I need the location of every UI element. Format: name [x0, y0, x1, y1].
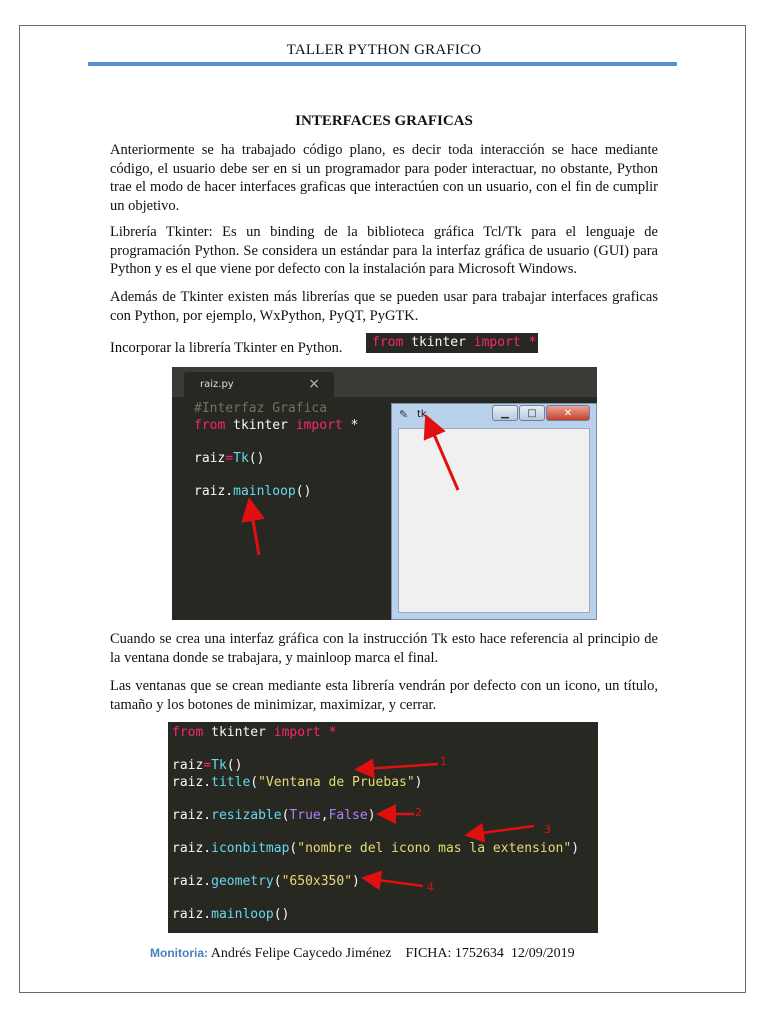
code-function: iconbitmap	[211, 841, 290, 856]
code-var: raiz.	[172, 874, 212, 889]
code-string: "nombre del icono mas la extension"	[297, 841, 572, 856]
code-paren: )	[367, 808, 376, 823]
code-var: raiz.	[172, 808, 212, 823]
code-paren: ()	[226, 758, 243, 773]
code-paren: ()	[273, 907, 290, 922]
code-keyword: import	[273, 725, 321, 740]
minimize-button[interactable]: ▁	[492, 405, 518, 421]
arrow-to-mainloop	[251, 509, 259, 555]
paragraph-intro: Anteriormente se ha trabajado código plano, es decir toda interacción se hace mediante código, el usuario debe ser en si un programador para poder interactuar, no obstante, Python trae el modo de hacer interfaces graficas que interactúen con un usuario, con el fin de cumplir un objetivo.	[110, 142, 658, 214]
annotation-number: 1	[440, 755, 447, 768]
section-title: INTERFACES GRAFICAS	[295, 113, 473, 129]
code-operator: =	[225, 451, 234, 466]
arrows-overlay	[172, 367, 597, 620]
paragraph-tk-mainloop: Cuando se crea una interfaz gráfica con la instrucción Tk esto hace referencia al principio de la ventana donde se trabajara, y mainloop marca el final.	[110, 631, 658, 666]
arrow-1	[364, 764, 438, 769]
code-function: mainloop	[211, 907, 274, 922]
header-rule	[88, 62, 677, 66]
code-paren: (	[250, 775, 259, 790]
header-title: TALLER PYTHON GRAFICO	[286, 42, 482, 58]
code-var: raiz	[172, 758, 204, 773]
footer	[150, 946, 575, 962]
code-paren: )	[352, 874, 360, 889]
paragraph-window-defaults: Las ventanas que se crean mediante esta librería vendrán por defecto con un icono, un título, tamaño y los botones de minimizar, maximizar, y cerrar.	[110, 678, 658, 713]
code-paren: ()	[295, 484, 312, 499]
code-var: raiz	[194, 451, 226, 466]
annotation-number: 4	[427, 881, 434, 894]
code-paren: )	[571, 841, 580, 856]
code-string: "Ventana de Pruebas"	[258, 775, 415, 790]
annotation-arrows	[168, 722, 598, 933]
code-var: raiz.	[172, 907, 212, 922]
code-module: tkinter	[233, 418, 288, 433]
code-function: Tk	[233, 451, 249, 466]
maximize-button[interactable]: □	[519, 405, 545, 421]
code-paren: (	[289, 841, 298, 856]
paragraph-other-libraries: Además de Tkinter existen más librerías que se pueden usar para trabajar interfaces graficas con Python, por ejemplo, WxPython, PyQT, PyGTK.	[110, 289, 658, 324]
code-string: "650x350"	[281, 874, 353, 889]
code-star: *	[328, 725, 337, 740]
code-paren: )	[414, 775, 423, 790]
inline-code-snippet	[366, 333, 538, 353]
code-paren: (	[273, 874, 282, 889]
feather-icon: ✎	[399, 408, 409, 421]
close-button[interactable]: ✕	[546, 405, 590, 421]
code-constant: True	[289, 808, 321, 823]
code-function: geometry	[211, 874, 274, 889]
code-star: *	[528, 335, 537, 350]
paragraph-import: Incorporar la librería Tkinter en Python.	[110, 340, 343, 356]
annotation-number: 3	[544, 823, 551, 836]
tk-window-title: tk	[417, 409, 427, 420]
code-keyword: from	[172, 725, 204, 740]
footer-text: Andrés Felipe Caycedo Jiménez FICHA: 1752634 12/09/2019	[210, 946, 575, 961]
code-keyword: import	[295, 418, 343, 433]
code-var: raiz.	[194, 484, 234, 499]
tab-filename: raiz.py	[200, 379, 234, 390]
arrow-to-window-title	[430, 425, 458, 490]
code-var: raiz.	[172, 841, 212, 856]
code-keyword: from	[194, 418, 226, 433]
code-constant: False	[328, 808, 368, 823]
code-operator: =	[203, 758, 212, 773]
arrow-3	[474, 826, 534, 834]
code-paren: (	[281, 808, 290, 823]
code-comma: ,	[320, 808, 329, 823]
code-star: *	[350, 418, 359, 433]
editor-screenshot-1	[172, 367, 597, 620]
code-var: raiz.	[172, 775, 212, 790]
code-module: tkinter	[211, 725, 266, 740]
annotation-number: 2	[415, 806, 422, 819]
editor-screenshot-2	[168, 722, 598, 933]
code-paren: ()	[248, 451, 265, 466]
code-module: tkinter	[411, 335, 466, 350]
code-function: Tk	[211, 758, 227, 773]
tab-close-icon[interactable]: ×	[308, 376, 320, 392]
code-function: mainloop	[233, 484, 296, 499]
code-keyword: from	[372, 335, 404, 350]
footer-monitoria-label: Monitoria:	[150, 946, 208, 960]
code-keyword: import	[473, 335, 521, 350]
code-function: title	[211, 775, 251, 790]
paragraph-tkinter: Librería Tkinter: Es un binding de la biblioteca gráfica Tcl/Tk para el lenguaje de programación Python. Se considera un estándar para la interfaz gráfica de usuario (GUI) para Python y es el que viene por defecto con la instalación para Microsoft Windows.	[110, 224, 658, 277]
arrow-4	[371, 879, 423, 886]
code-comment: #Interfaz Grafica	[194, 401, 328, 416]
code-function: resizable	[211, 808, 282, 823]
